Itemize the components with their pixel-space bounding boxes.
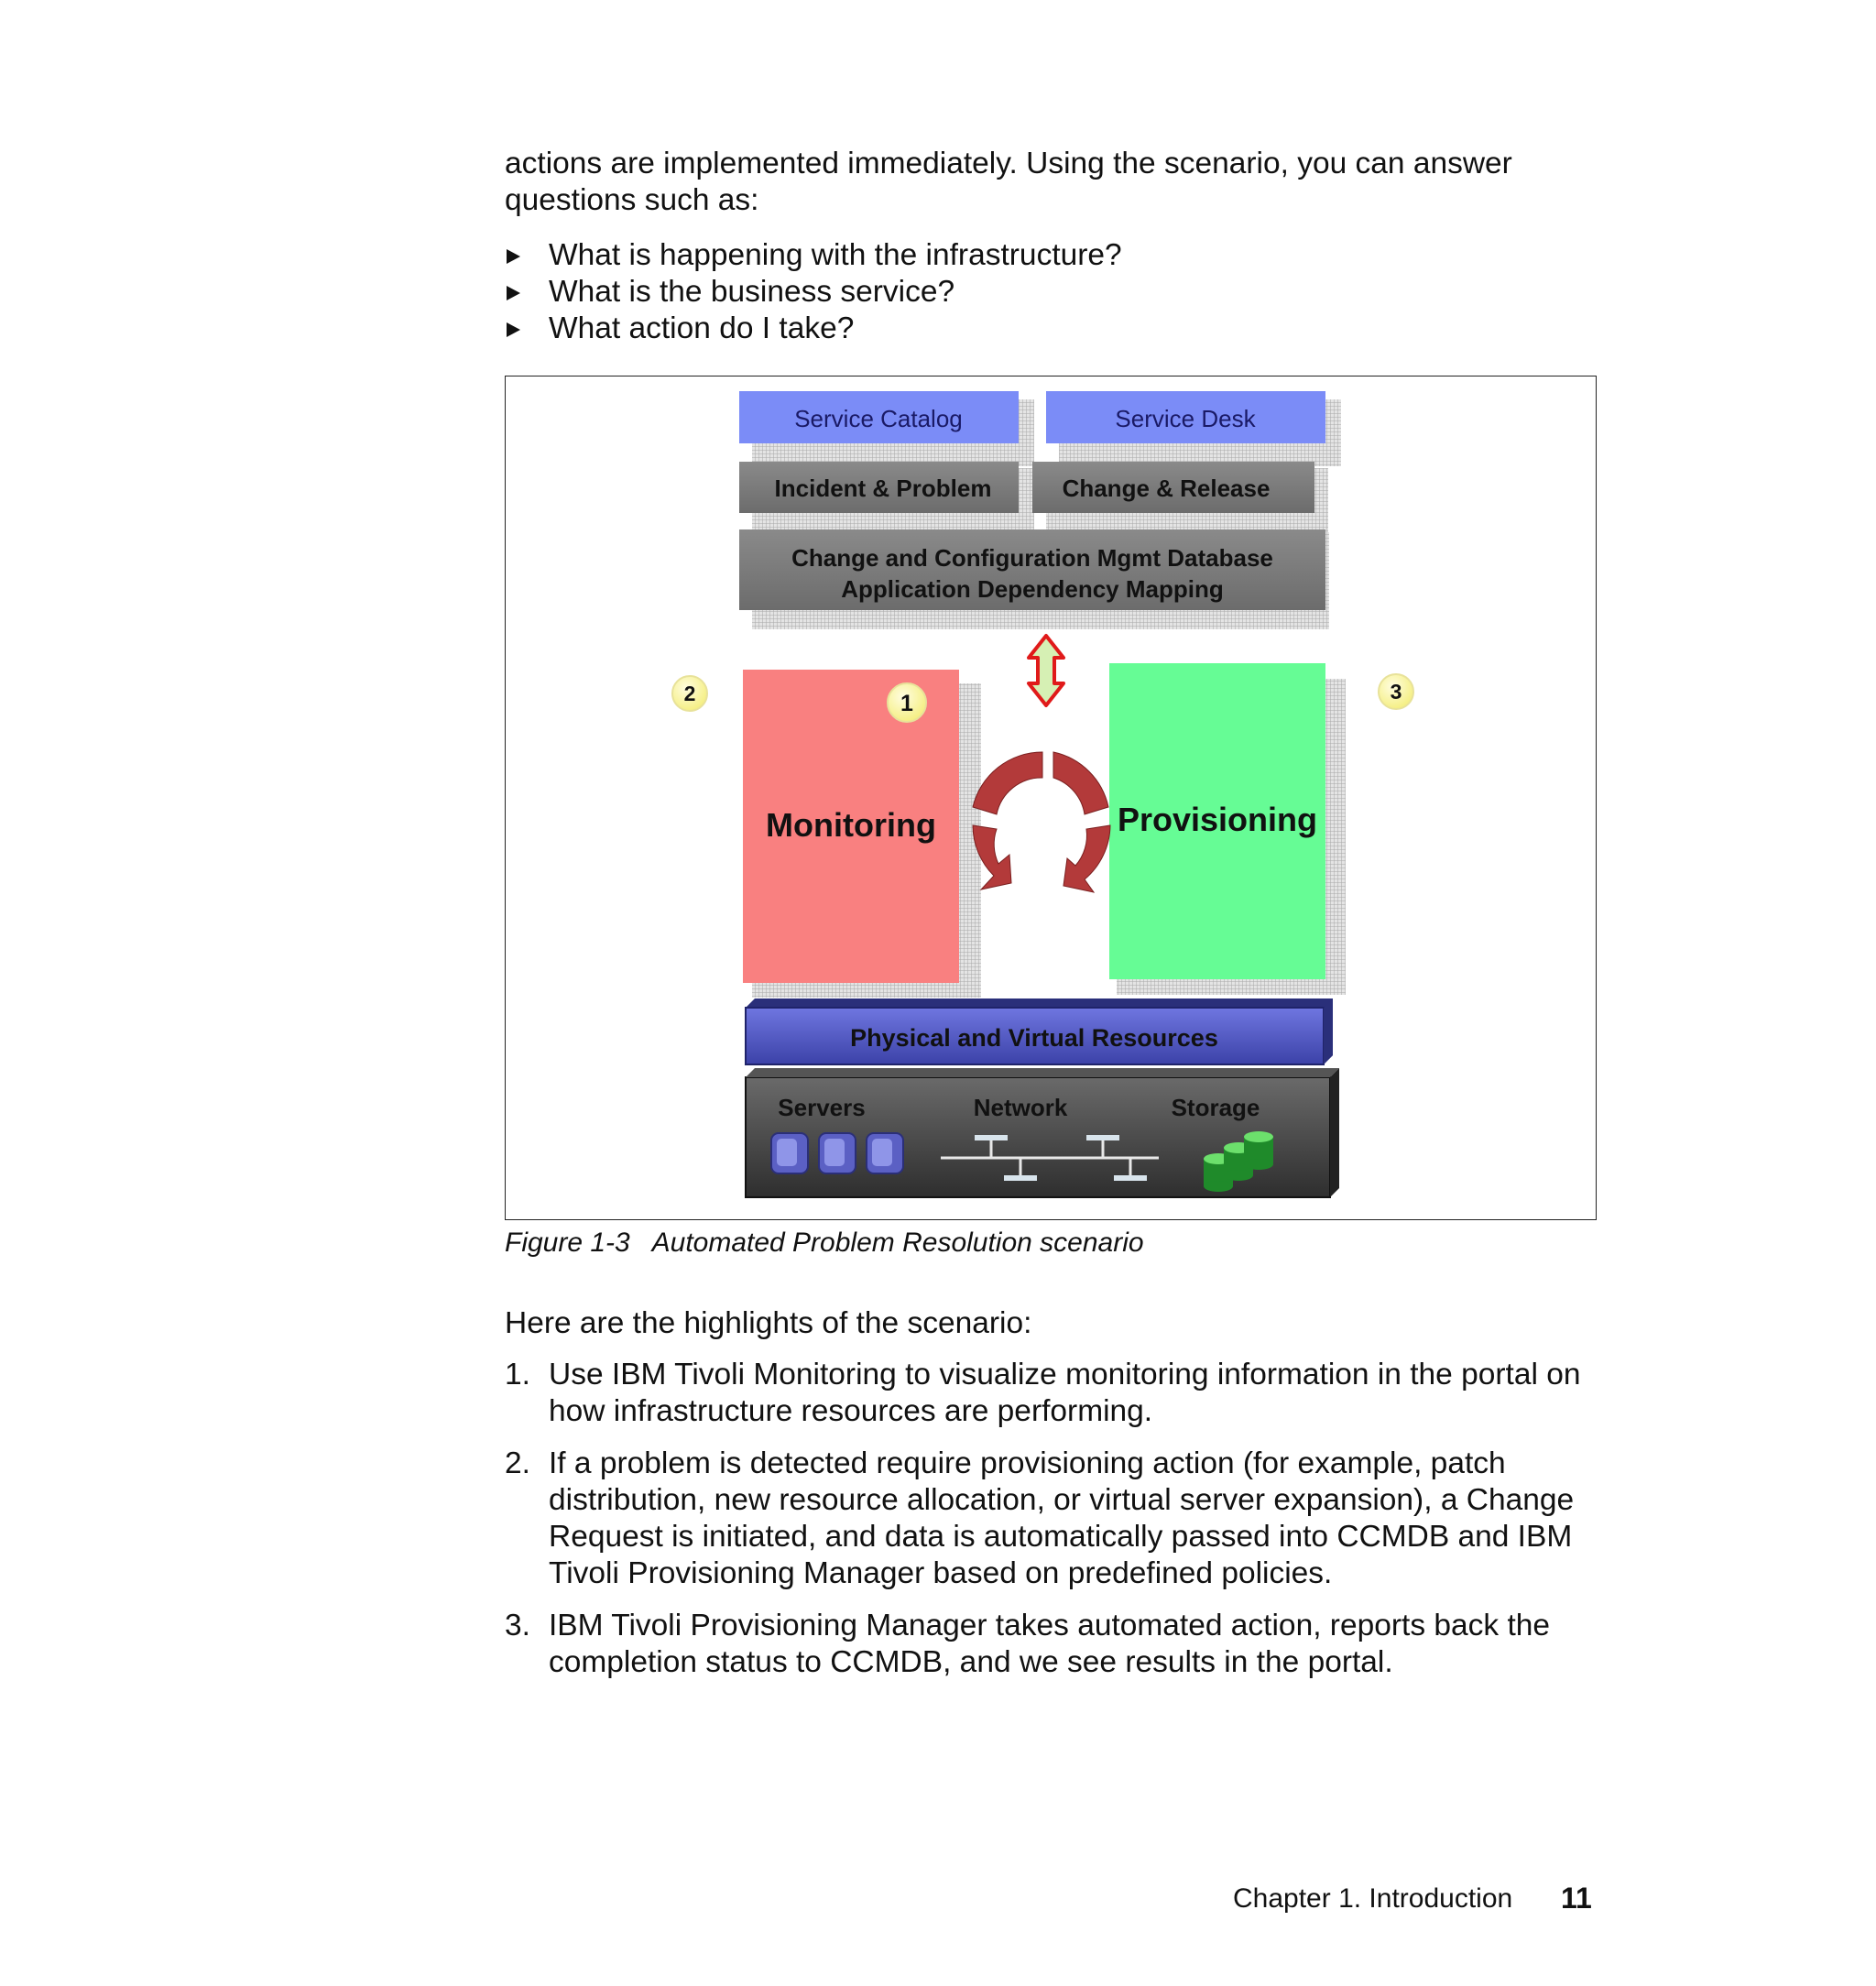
list-line: If a problem is detected require provisioning action (for example, patch: [549, 1446, 1506, 1480]
list-line: Request is initiated, and data is automatically passed into CCMDB and IBM: [549, 1520, 1573, 1554]
network-label: Network: [973, 1094, 1068, 1121]
cycle-arrows-icon: [973, 752, 1110, 892]
ccmdb-label-line2: Application Dependency Mapping: [841, 575, 1224, 603]
page-number: 11: [1561, 1882, 1592, 1915]
list-item: What is happening with the infrastructure?: [505, 237, 1604, 274]
ccmdb-box: [739, 529, 1329, 629]
list-line: completion status to CCMDB, and we see results in the portal.: [549, 1645, 1393, 1679]
intro-paragraph: [505, 146, 1604, 219]
resources-label: Physical and Virtual Resources: [850, 1024, 1218, 1052]
svg-text:3: 3: [1390, 680, 1402, 704]
double-arrow-icon: [1029, 636, 1063, 705]
change-release-box: [1032, 462, 1328, 534]
highlights-list: [505, 1357, 1613, 1697]
servers-icon: [771, 1133, 903, 1173]
badge-3: [1379, 674, 1413, 709]
list-item: [505, 1357, 1613, 1430]
provisioning-label: Provisioning: [1117, 801, 1318, 838]
list-item: What is the business service?: [505, 274, 1604, 311]
list-number: 3.: [505, 1609, 530, 1642]
incident-problem-label: Incident & Problem: [774, 475, 992, 502]
svg-text:1: 1: [900, 691, 913, 716]
list-line: how infrastructure resources are performing.: [549, 1394, 1153, 1428]
svg-text:2: 2: [683, 682, 696, 705]
service-desk-box: [1046, 391, 1341, 466]
figure-caption: Figure 1-3 Automated Problem Resolution scenario: [505, 1228, 1144, 1258]
ccmdb-label-line1: Change and Configuration Mgmt Database: [791, 544, 1273, 572]
service-catalog-label: Service Catalog: [794, 405, 963, 432]
monitoring-label: Monitoring: [766, 806, 936, 844]
service-catalog-box: [739, 391, 1034, 466]
highlights-lead: Here are the highlights of the scenario:: [505, 1306, 1032, 1340]
list-item: What action do I take?: [505, 311, 1604, 347]
triangle-bullet-icon: [507, 286, 520, 300]
list-number: 2.: [505, 1446, 530, 1480]
intro-line: questions such as:: [505, 183, 759, 217]
list-item: [505, 1608, 1613, 1681]
infrastructure-box: [746, 1068, 1339, 1197]
servers-label: Servers: [778, 1094, 866, 1121]
triangle-bullet-icon: [507, 322, 520, 337]
provisioning-box: [1109, 663, 1346, 995]
change-release-label: Change & Release: [1062, 475, 1271, 502]
intro-line: actions are implemented immediately. Using the scenario, you can answer: [505, 147, 1512, 180]
service-desk-label: Service Desk: [1115, 405, 1256, 432]
badge-1: [888, 683, 926, 722]
triangle-bullet-icon: [507, 249, 520, 264]
incident-problem-box: [739, 462, 1034, 534]
list-line: Use IBM Tivoli Monitoring to visualize monitoring information in the portal on: [549, 1358, 1581, 1391]
figure-frame: [505, 376, 1597, 1220]
list-line: IBM Tivoli Provisioning Manager takes automated action, reports back the: [549, 1609, 1551, 1642]
architecture-diagram: [506, 376, 1596, 1219]
monitoring-box: [743, 670, 981, 998]
list-line: distribution, new resource allocation, or virtual server expansion), a Change: [549, 1483, 1575, 1517]
list-item: [505, 1446, 1613, 1592]
footer-chapter: Chapter 1. Introduction: [1233, 1883, 1513, 1914]
list-number: 1.: [505, 1358, 530, 1391]
storage-label: Storage: [1171, 1094, 1260, 1121]
badge-2: [672, 676, 707, 711]
list-line: Tivoli Provisioning Manager based on predefined policies.: [549, 1556, 1333, 1590]
resources-box: [746, 998, 1333, 1064]
question-list: [505, 237, 1604, 347]
